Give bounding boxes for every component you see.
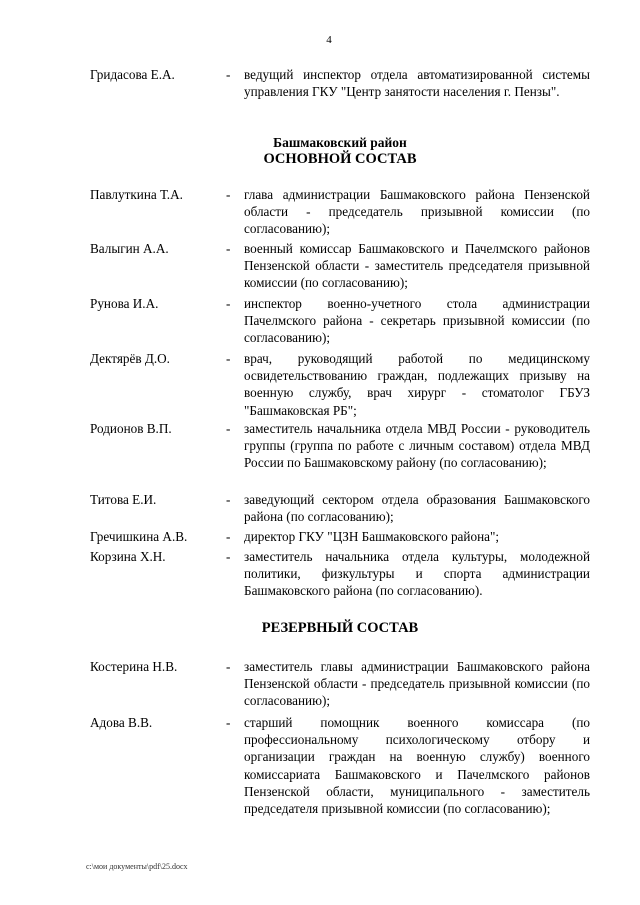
member-name: Валыгин А.А. — [90, 241, 169, 256]
member-name: Корзина Х.Н. — [90, 549, 166, 564]
member-description: заместитель начальника отдела МВД России - руководитель группы (группа по работе с личным составом) отдела МВД России по Башмаковскому району (по согласованию); — [244, 421, 590, 471]
entry-dash: - — [226, 351, 231, 366]
main-composition-heading: ОСНОВНОЙ СОСТАВ — [263, 151, 417, 167]
district-title: Башмаковский район — [273, 135, 407, 150]
member-description: заместитель начальника отдела культуры, молодежной политики, физкультуры и спорта администрации Башмаковского района (по согласованию). — [244, 549, 590, 599]
member-name: Гречишкина А.В. — [90, 529, 188, 544]
entry-dash: - — [226, 659, 231, 674]
member-name: Дектярёв Д.О. — [90, 351, 170, 366]
member-name: Костерина Н.В. — [90, 659, 178, 674]
member-name: Гридасова Е.А. — [90, 67, 175, 82]
member-name: Адова В.В. — [90, 715, 153, 730]
member-description: ведущий инспектор отдела автоматизированной системы управления ГКУ "Центр занятости населения г. Пензы". — [244, 67, 590, 100]
entry-dash: - — [226, 187, 231, 202]
member-description: военный комиссар Башмаковского и Пачелмского районов Пензенской области - заместитель председателя призывной комиссии (по согласованию); — [244, 241, 590, 291]
member-entry — [90, 295, 590, 347]
member-entry — [90, 714, 590, 817]
member-entry — [90, 528, 590, 545]
member-name: Титова Е.И. — [90, 492, 157, 507]
member-description: директор ГКУ "ЦЗН Башмаковского района"; — [244, 529, 500, 544]
member-description: старший помощник военного комиссара (по профессиональному психологическому отбору и организации граждан на военную службу) военного комиссариата Башмаковского и Пачелмского районов Пензенской области, муниципального - заместитель председателя призывной комиссии (по согласованию); — [244, 715, 590, 817]
member-entry — [90, 240, 590, 292]
member-description: заведующий сектором отдела образования Башмаковского района (по согласованию); — [244, 492, 590, 525]
member-name: Родионов В.П. — [90, 421, 172, 436]
member-entry — [90, 66, 590, 100]
reserve-composition-heading: РЕЗЕРВНЫЙ СОСТАВ — [261, 620, 419, 636]
member-entry — [90, 420, 590, 472]
entry-dash: - — [226, 549, 231, 564]
member-entry — [90, 186, 590, 238]
entry-dash: - — [226, 67, 231, 82]
entry-dash: - — [226, 296, 231, 311]
page-number: 4 — [326, 34, 332, 46]
member-entry — [90, 491, 590, 525]
entry-dash: - — [226, 421, 231, 436]
entry-dash: - — [226, 241, 231, 256]
member-entry — [90, 548, 590, 600]
file-path-footer: с:\мои документы\pdf\25.docx — [86, 862, 188, 871]
member-entry — [90, 658, 590, 710]
entry-dash: - — [226, 492, 231, 507]
member-name: Рунова И.А. — [90, 296, 159, 311]
member-description: инспектор военно-учетного стола администрации Пачелмского района - секретарь призывной комиссии (по согласованию); — [244, 296, 590, 346]
entry-dash: - — [226, 715, 231, 730]
entry-dash: - — [226, 529, 231, 544]
member-name: Павлуткина Т.А. — [90, 187, 183, 202]
member-description: врач, руководящий работой по медицинскому освидетельствованию граждан, подлежащих призыву на военную службу, врач хирург - стоматолог ГБУЗ "Башмаковская РБ"; — [244, 351, 590, 418]
member-description: заместитель главы администрации Башмаковского района Пензенской области - председатель призывной комиссии (по согласованию); — [244, 659, 590, 709]
member-entry — [90, 350, 590, 419]
member-description: глава администрации Башмаковского района Пензенской области - председатель призывной комиссии (по согласованию); — [244, 187, 590, 237]
